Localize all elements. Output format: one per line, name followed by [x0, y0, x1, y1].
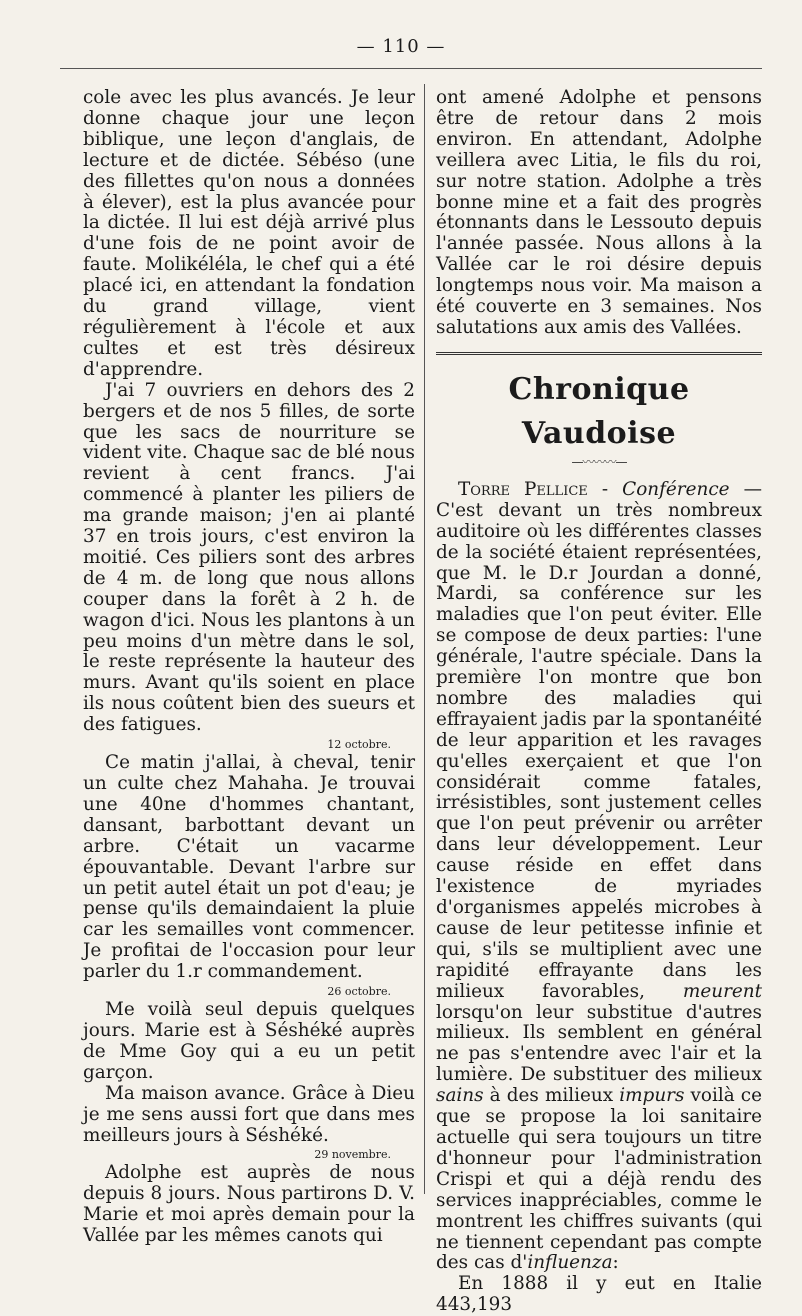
left-paragraph-2: J'ai 7 ouvriers en dehors des 2 bergers et de nos 5 filles, de sorte que les sacs de nourriture se vident vite. Chaque sac de blé nous revient à cent francs. J'ai commencé à planter les piliers de ma grande maison; j'en ai planté 37 en trois jours, c'est environ la moitié. Ces piliers sont des arbres de 4 m. de long que nous allons couper dans la forêt à 2 h. de wagon d'ici. Nous les plantons à un peu moins d'un mètre dans le sol, le reste représente la hauteur des murs. Avant qu'ils soient en place ils nous coûtent bien des sueurs et des fatigues. [83, 379, 415, 736]
left-paragraph-1: cole avec les plus avancés. Je leur donne chaque jour une leçon biblique, une leçon d'anglais, de lecture et de dictée. Sébéso (une des fillettes qu'on nous a données à élever), est la plus avancée pour la dictée. Il lui est déjà arrivé plus d'une fois de ne point avoir de faute. Molikéléla, le chef qui a été placé ici, en attendant la fondation du grand village, vient régulièrement à l'école et aux cultes et est très désireux d'apprendre. [83, 87, 415, 380]
article-text-e: : [612, 1252, 619, 1274]
page-number: — 110 — [356, 36, 446, 57]
article-text-d: voilà ce que se propose la loi sanitaire actuelle qui sera toujours un titre d'honneur pour l'administration Crispi et qui a déjà rendu des services inappréciables, comme le montrent les chiffres suivants (qui ne tiennent cependant pas compte des cas d' [436, 1085, 762, 1274]
article-separator: - [587, 478, 623, 500]
left-paragraph-3: Ce matin j'allai, à cheval, tenir un culte chez Mahaha. Je trouvai une 40ne d'hommes chantant, dansant, barbottant devant un arbre. C'était un vacarme épouvantable. Devant l'arbre sur un petit autel était un pot d'eau; je pense qu'ils demaindaient la pluie car les semailles vont commencer. Je profitai de l'occasion pour leur parler du 1.r commandement. [83, 752, 415, 983]
right-paragraph-2 [436, 480, 762, 1274]
dateline-3: 29 novembre. [314, 1148, 391, 1162]
section-rule [436, 352, 762, 356]
header-rule [60, 68, 762, 69]
article-emphasis-4: influenza [527, 1252, 613, 1274]
right-paragraph-1: ont amené Adolphe et pensons être de retour dans 2 mois environ. En attendant, Adolphe veillera avec Litia, le fils du roi, sur notre station. Adolphe a très bonne mine et a fait des progrès étonnants dans le Lessouto depuis l'année passée. Nous allons à la Vallée car le roi désire depuis longtemps nous voir. Ma maison a été couverte en 3 semaines. Nos salutations aux amis des Vallées. [436, 87, 762, 338]
article-place: Torre Pellice [458, 478, 588, 500]
section-title: Chronique Vaudoise [508, 371, 690, 451]
article-text-b: lorsqu'on leur substitue d'autres milieux. Ils semblent en général ne pas s'entendre avec l'air et la lumière. De substituer des milieux [436, 1001, 762, 1086]
left-paragraph-4: Me voilà seul depuis quelques jours. Marie est à Séshéké auprès de Mme Goy qui a eu un petit garçon. [83, 999, 415, 1083]
dateline-2: 26 octobre. [327, 985, 391, 999]
right-column [436, 88, 762, 1316]
dateline-1: 12 octobre. [327, 738, 391, 752]
left-paragraph-6: Adolphe est auprès de nous depuis 8 jours. Nous partirons D. V. Marie et moi après demain pour la Vallée par les mêmes canots qui [83, 1162, 415, 1247]
ornament-divider: —〰〰〰— [571, 454, 627, 469]
article-topic: Conférence [622, 478, 730, 500]
article-emphasis-3: impurs [619, 1085, 685, 1107]
article-text-c: à des milieux [483, 1085, 620, 1107]
column-divider [424, 84, 425, 1194]
article-emphasis-2: sains [436, 1085, 484, 1107]
article-emphasis-1: meurent [682, 980, 762, 1002]
right-paragraph-3: En 1888 il y eut en Italie 443,193 [436, 1273, 762, 1316]
left-paragraph-5: Ma maison avance. Grâce à Dieu je me sens aussi fort que dans mes meilleurs jours à Séshéké. [83, 1082, 415, 1146]
left-column [83, 88, 415, 1247]
article-text-a: — C'est devant un très nombreux auditoire où les différentes classes de la société étaient représentées, que M. le D.r Jourdan a donné, Mardi, sa conférence sur les maladies que l'on peut éviter. Elle se compose de deux parties: l'une générale, l'autre spéciale. Dans la première l'on montre que bon nombre des maladies qui effrayaient jadis par la spontanéité de leur apparition et les ravages qu'elles exerçaient et que l'on considérait comme fatales, irrésistibles, sont justement celles que l'on peut prévenir ou arrêter dans leur développement. Leur cause réside en effet dans l'existence de myriades d'organismes appelés microbes à cause de leur petitesse infinie et qui, s'ils se multiplient avec une rapidité effrayante dans les milieux favorables, [436, 478, 762, 1002]
